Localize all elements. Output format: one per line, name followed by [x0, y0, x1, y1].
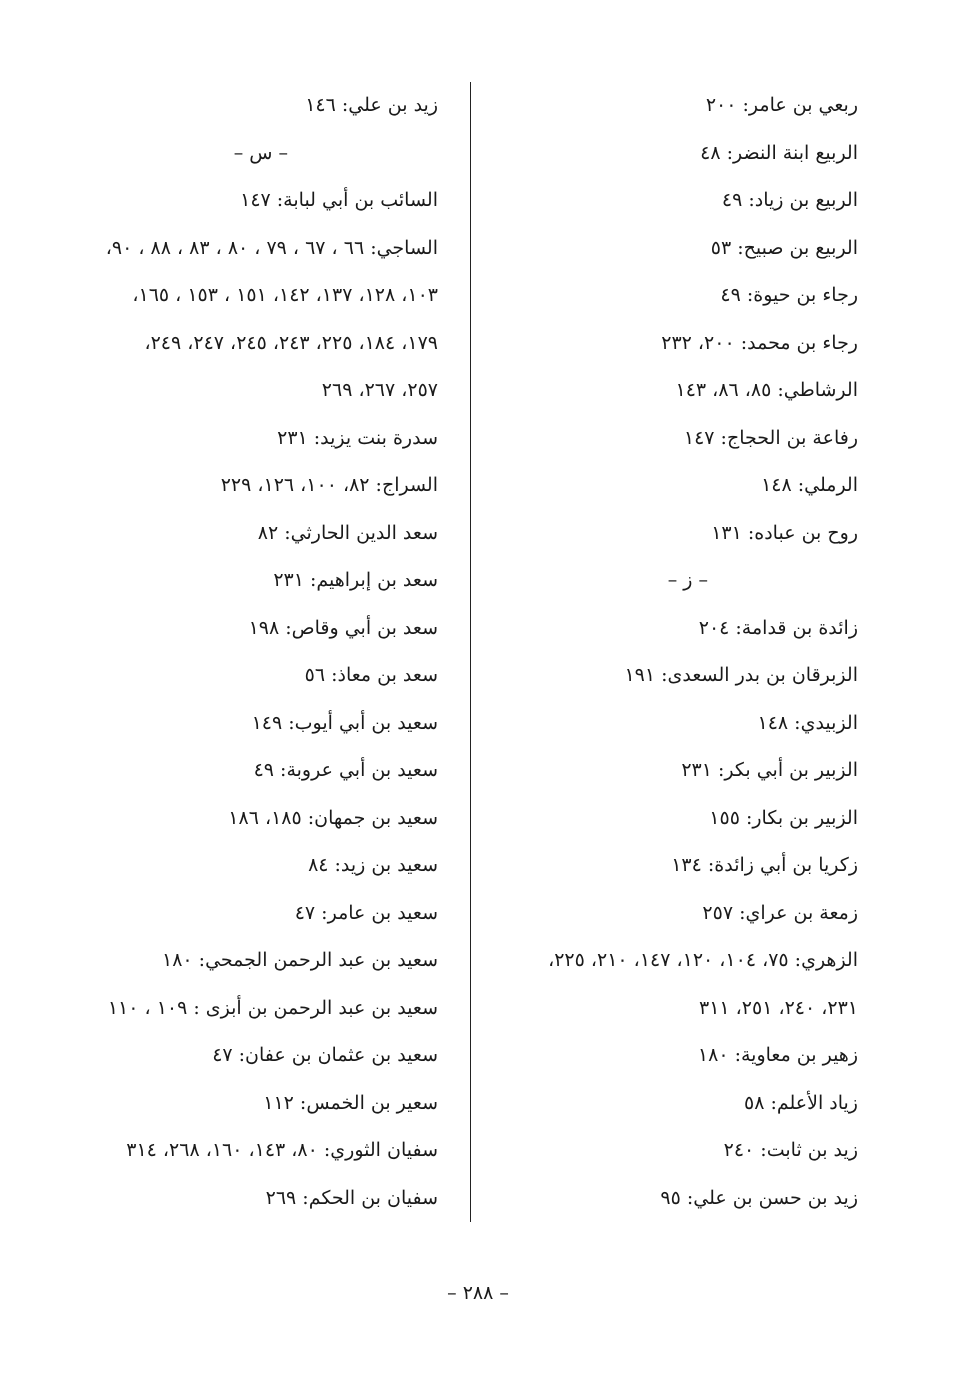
column-divider — [470, 82, 471, 1222]
index-entry: زيد بن علي: ١٤٦ — [305, 94, 438, 116]
index-entry: سدرة بنت يزيد: ٢٣١ — [277, 426, 438, 449]
index-entry: رجاء بن محمد: ٢٠٠، ٢٣٢ — [661, 331, 858, 354]
index-entry: سعد بن أبي وقاص: ١٩٨ — [248, 616, 438, 639]
index-entry-continuation: ١٧٩، ١٨٤، ٢٢٥، ٢٤٣، ٢٤٥، ٢٤٧، ٢٤٩، — [144, 331, 438, 354]
index-entry: سفيان بن الحكم: ٢٦٩ — [265, 1186, 438, 1209]
index-entry: سعد بن إبراهيم: ٢٣١ — [273, 569, 438, 591]
index-entry: الزبرقان بن بدر السعدى: ١٩١ — [624, 664, 858, 686]
index-entry: سعد بن معاذ: ٥٦ — [304, 664, 438, 686]
index-entry: سعيد بن زيد: ٨٤ — [308, 854, 438, 876]
index-entry: زائدة بن قدامة: ٢٠٤ — [698, 616, 858, 639]
index-entry: ربعي بن عامر: ٢٠٠ — [705, 94, 858, 116]
index-entry: الربيع ابنة النضر: ٤٨ — [700, 141, 858, 164]
index-entry-continuation: ٢٥٧، ٢٦٧، ٢٦٩ — [321, 379, 438, 401]
index-entry: الزبير بن أبي بكر: ٢٣١ — [681, 759, 858, 781]
index-entry: الزهري: ٧٥، ١٠٤، ١٢٠، ١٤٧، ٢١٠، ٢٢٥، — [548, 949, 858, 971]
index-entry: زكريا بن أبي زائدة: ١٣٤ — [671, 854, 858, 876]
index-entry: الربيع بن زياد: ٤٩ — [721, 189, 858, 211]
index-entry: رجاء بن حيوة: ٤٩ — [720, 284, 858, 306]
index-entry: زيد بن ثابت: ٢٤٠ — [723, 1139, 858, 1161]
index-entry: الزبير بن بكار: ١٥٥ — [709, 806, 858, 829]
index-entry: سعيد بن عامر: ٤٧ — [294, 901, 438, 924]
index-entry: السراج: ٨٢، ١٠٠، ١٢٦، ٢٢٩ — [220, 474, 438, 496]
letter-heading: – س – — [233, 141, 288, 164]
index-entry: الربيع بن صبيح: ٥٣ — [710, 236, 858, 259]
index-entry: زياد الأعلم: ٥٨ — [743, 1091, 858, 1114]
index-entry: سعير بن الخمس: ١١٢ — [263, 1091, 438, 1114]
index-entry-continuation: ١٠٣، ١٢٨، ١٣٧، ١٤٢، ١٥١ ، ١٥٣ ، ١٦٥، — [132, 284, 438, 306]
index-column-left — [0, 82, 438, 1222]
index-entry: سعيد بن عبد الرحمن الجمحي: ١٨٠ — [162, 949, 438, 971]
index-entry: سعيد بن أبي أيوب: ١٤٩ — [251, 711, 438, 734]
index-entry: الرملي: ١٤٨ — [761, 474, 858, 496]
index-column-right — [498, 82, 858, 1222]
index-entry: الرشاطي: ٨٥، ٨٦، ١٤٣ — [675, 379, 858, 401]
index-entry: سعد الدين الحارثي: ٨٢ — [257, 521, 438, 544]
index-entry: روح بن عباده: ١٣١ — [711, 521, 858, 544]
index-entry: رفاعة بن الحجاج: ١٤٧ — [683, 426, 858, 449]
index-entry: سفيان الثوري: ٨٠، ١٤٣، ١٦٠، ٢٦٨، ٣١٤ — [126, 1139, 438, 1161]
letter-heading: – ز – — [667, 569, 708, 591]
index-entry-continuation: ٢٣١، ٢٤٠، ٢٥١، ٣١١ — [698, 996, 858, 1019]
page-number: – ٢٨٨ – — [447, 1282, 509, 1304]
index-entry: سعيد بن عبد الرحمن بن أبزى : ١٠٩ ، ١١٠ — [107, 996, 438, 1019]
index-entry: الزبيدي: ١٤٨ — [757, 711, 858, 734]
index-entry: الساجي: ٦٦ ، ٦٧ ، ٧٩ ، ٨٠ ، ٨٣ ، ٨٨ ، ٩٠، — [105, 236, 438, 259]
index-entry: سعيد بن عثمان بن عفان: ٤٧ — [212, 1044, 438, 1066]
index-entry: السائب بن أبي لبابة: ١٤٧ — [240, 189, 438, 211]
index-entry: سعيد بن أبي عروبة: ٤٩ — [253, 759, 438, 781]
index-entry: سعيد بن جمهان: ١٨٥، ١٨٦ — [228, 806, 438, 829]
index-entry: زمعة بن عراي: ٢٥٧ — [702, 901, 858, 924]
index-entry: زيد بن حسن بن علي: ٩٥ — [660, 1186, 858, 1209]
index-entry: زهير بن معاوية: ١٨٠ — [697, 1044, 858, 1066]
